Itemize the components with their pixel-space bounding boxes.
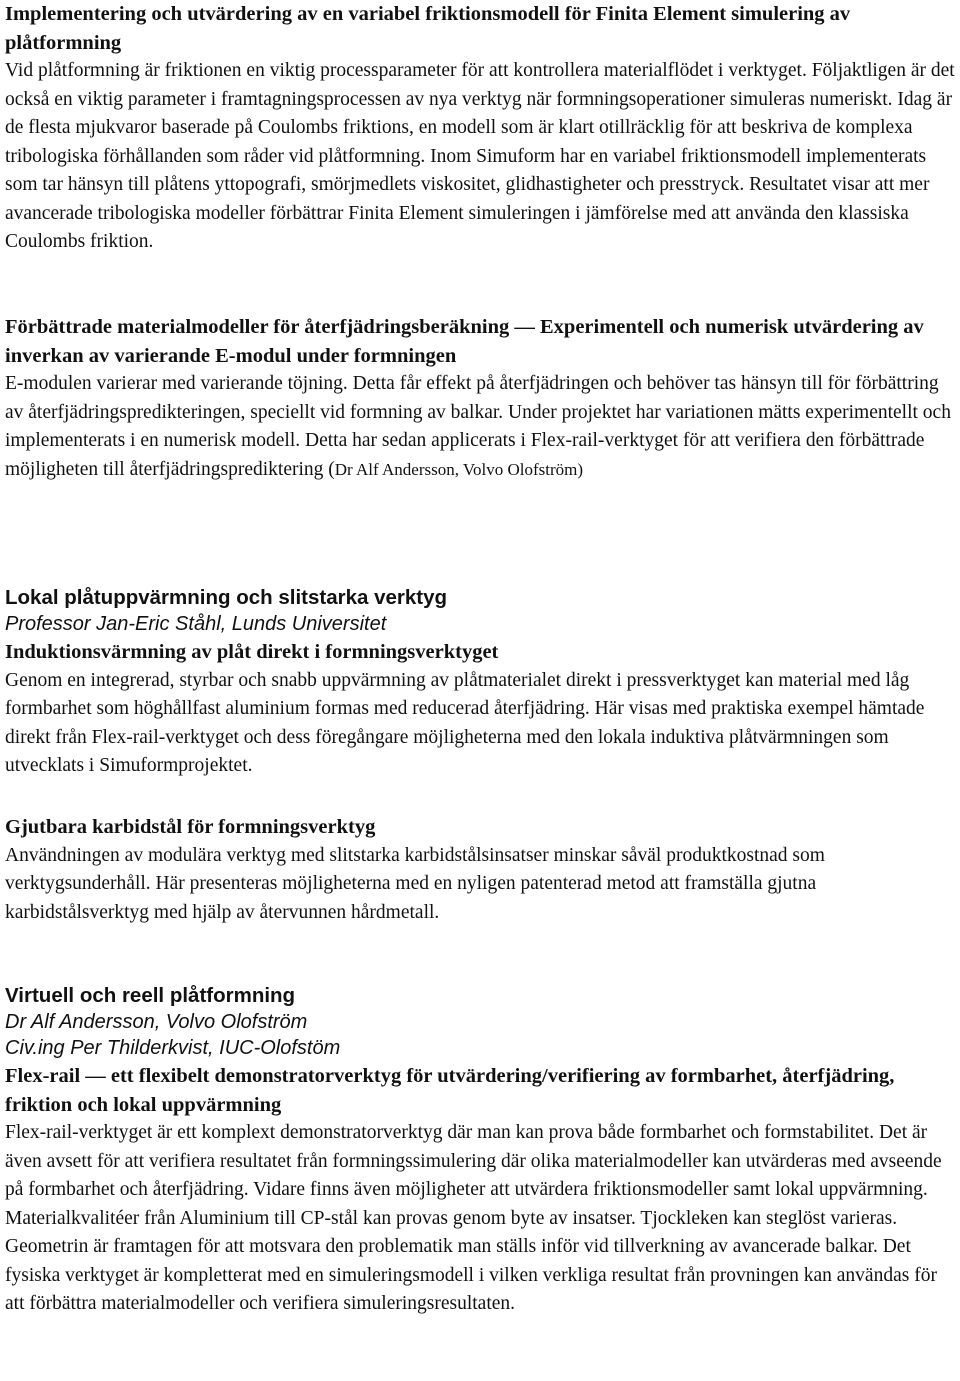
section-body-wrapper <box>5 370 955 484</box>
section-carbide-steel <box>5 813 955 927</box>
section-author: Civ.ing Per Thilderkvist, IUC-Olofstöm <box>5 1037 341 1059</box>
section-heading: Gjutbara karbidstål för formningsverktyg <box>5 816 376 838</box>
section-springback <box>5 313 955 484</box>
section-body: Flex-rail-verktyget är ett komplext demonstratorverktyg där man kan prova både formbarhet och formstabilitet. Det är även avsett för att verifiera resultatet från formningssimulering där olika materialmodeller kan utvärderas med avseende på formbarhet och återfjädring. Vidare finns även möjligheter att utvärdera friktionsmodeller samt lokal uppvärmning. Materialkvalitéer från Aluminium till CP-stål kan provas genom byte av insatser. Tjockleken kan steglöst varieras. Geometrin är framtagen för att motsvara den problematik man ställs inför vid tillverkning av avancerade balkar. Det fysiska verktyget är kompletterat med en simuleringsmodell i vilken verkliga resultat från provningen kan användas för att förbättra materialmodeller och verifiera simuleringsresultaten. <box>5 1122 942 1314</box>
section-virtual-real-forming <box>5 983 955 1319</box>
section-friction-model <box>5 0 955 257</box>
section-heading: Implementering och utvärdering av en variabel friktionsmodell för Finita Element simulering av plåtformning <box>5 3 851 54</box>
section-heading: Lokal plåtuppvärmning och slitstarka verktyg <box>5 586 448 609</box>
section-local-heating <box>5 585 955 781</box>
section-heading: Förbättrade materialmodeller för återfjädringsberäkning — Experimentell och numerisk utvärdering av inverkan av varierande E-modul under formningen <box>5 316 924 367</box>
section-body: E-modulen varierar med varierande töjning. Detta får effekt på återfjädringen och behöver tas hänsyn till för förbättring av återfjädringspredikteringen, speciellt vid formning av balkar. Under projektet har variationen mätts experimentellt och implementerats i en numerisk modell. Detta har sedan applicerats i Flex-rail-verktyget för att verifiera den förbättrade möjligheten till återfjädringsprediktering ( <box>5 373 951 480</box>
section-subheading: Induktionsvärmning av plåt direkt i formningsverktyget <box>5 641 499 663</box>
section-author: Dr Alf Andersson, Volvo Olofström <box>5 1011 308 1033</box>
section-body: Genom en integrerad, styrbar och snabb uppvärmning av plåtmaterialet direkt i pressverktyget kan material med låg formbarhet som höghållfast aluminium formas med reducerad återfjädring. Här visas med praktiska exempel hämtade direkt från Flex-rail-verktyget och dess föregångare möjligheterna med den lokala induktiva plåtvärmningen som utvecklats i Simuformprojektet. <box>5 669 925 776</box>
section-body: Vid plåtformning är friktionen en viktig processparameter för att kontrollera materialflödet i verktyget. Följaktligen är det också en viktig parameter i framtagningsprocessen av nya verktyg när formningsoperationer simuleras numeriskt. Idag är de flesta mjukvaror baserade på Coulombs friktions, en modell som är klart otillräcklig för att beskriva de komplexa tribologiska förhållanden som råder vid plåtformning. Inom Simuform har en variabel friktionsmodell implementerats som tar hänsyn till plåtens yttopografi, smörjmedlets viskositet, glidhastigheter och presstryck. Resultatet visar att mer avancerade tribologiska modeller förbättrar Finita Element simuleringen i jämförelse med att använda den klassiska Coulombs friktion. <box>5 60 955 252</box>
section-author: Professor Jan-Eric Ståhl, Lunds Universitet <box>5 613 387 635</box>
section-body: Användningen av modulära verktyg med slitstarka karbidstålsinsatser minskar såväl produktkostnad som verktygsunderhåll. Här presenteras möjligheterna med en nyligen patenterad metod att framställa gjutna karbidstålsverktyg med hjälp av återvunnen hårdmetall. <box>5 844 825 923</box>
author-signature: Dr Alf Andersson, Volvo Olofström) <box>334 459 584 479</box>
section-subheading: Flex-rail — ett flexibelt demonstratorverktyg för utvärdering/verifiering av formbarhet, återfjädring, friktion och lokal uppvärmning <box>5 1065 895 1116</box>
section-heading: Virtuell och reell plåtformning <box>5 984 296 1007</box>
